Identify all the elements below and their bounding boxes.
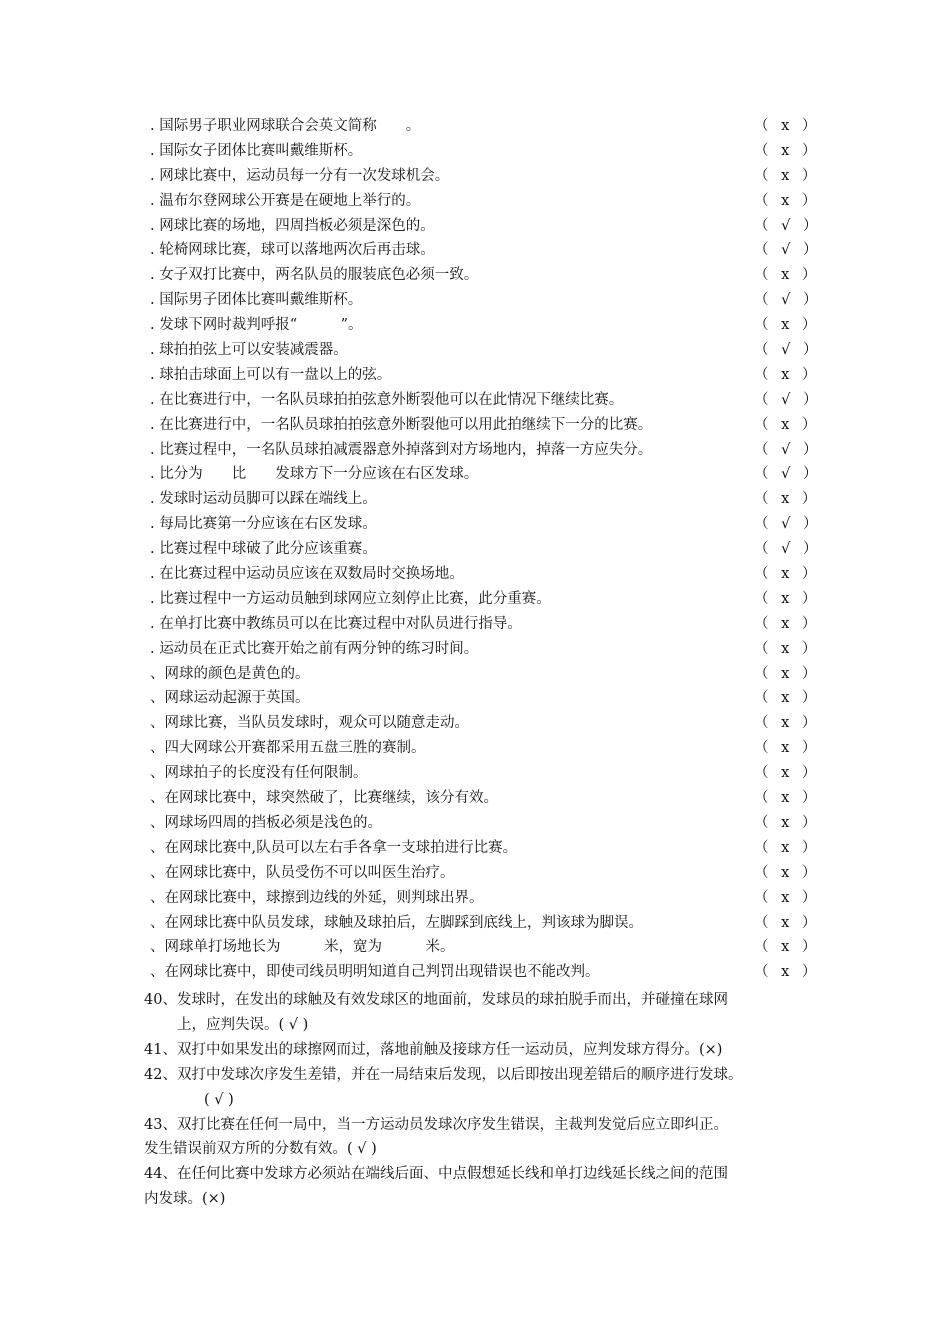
question-row-32 <box>0 886 950 911</box>
answer-mark: （ x ） <box>754 640 821 657</box>
answer-mark: （ √ ） <box>754 242 822 259</box>
question-row-6 <box>0 238 950 263</box>
answer-mark: （ x ） <box>754 914 821 931</box>
question-row-9 <box>0 313 950 338</box>
answer-mark: （ x ） <box>754 690 821 707</box>
question-text: 、网球拍子的长度没有任何限制。 <box>150 765 368 782</box>
question-42-line-2: ( √ ) <box>204 1091 234 1108</box>
answer-mark: （ √ ） <box>754 342 822 359</box>
answer-mark: （ x ） <box>754 317 821 334</box>
question-text: . 在单打比赛中教练员可以在比赛过程中对队员进行指导。 <box>150 615 522 632</box>
question-row-18 <box>0 537 950 562</box>
question-text: . 国际女子团体比赛叫戴维斯杯。 <box>150 142 363 159</box>
question-text: 、在网球比赛中,队员可以左右手各拿一支球拍进行比赛。 <box>150 839 518 856</box>
question-row-11 <box>0 363 950 388</box>
question-40-line-1: 40、发球时，在发出的球触及有效发球区的地面前，发球员的球拍脱手而出，并碰撞在球网 <box>144 992 728 1008</box>
answer-mark: （ x ） <box>754 142 821 159</box>
question-row-23 <box>0 662 950 687</box>
question-text: 、网球比赛，当队员发球时，观众可以随意走动。 <box>150 715 469 732</box>
question-row-29 <box>0 811 950 836</box>
answer-mark: （ √ ） <box>754 541 822 558</box>
answer-mark: （ x ） <box>754 740 821 757</box>
question-text: . 运动员在正式比赛开始之前有两分钟的练习时间。 <box>150 640 479 657</box>
answer-mark: （ √ ） <box>754 391 822 408</box>
question-text: 、四大网球公开赛都采用五盘三胜的赛制。 <box>150 740 426 757</box>
answer-mark: （ x ） <box>754 267 821 284</box>
question-row-27 <box>0 761 950 786</box>
question-row-26 <box>0 736 950 761</box>
question-text: . 国际男子团体比赛叫戴维斯杯。 <box>150 292 363 309</box>
answer-mark: （ x ） <box>754 167 821 184</box>
question-text: 、在网球比赛中，队员受伤不可以叫医生治疗。 <box>150 864 455 881</box>
answer-mark: （ x ） <box>754 964 821 981</box>
answer-mark: （ x ） <box>754 366 821 383</box>
answer-mark: （ x ） <box>754 665 821 682</box>
answer-mark: （ x ） <box>754 889 821 906</box>
question-44-line-2: 内发球。(×) <box>144 1191 226 1208</box>
answer-mark: （ x ） <box>754 790 821 807</box>
answer-mark: （ x ） <box>754 118 821 134</box>
question-text: . 温布尔登网球公开赛是在硬地上举行的。 <box>150 192 421 209</box>
question-row-17 <box>0 512 950 537</box>
question-row-12 <box>0 388 950 413</box>
question-text: . 发球时运动员脚可以踩在端线上。 <box>150 491 377 508</box>
question-row-14 <box>0 438 950 463</box>
answer-mark: （ x ） <box>754 416 821 433</box>
question-text: . 比赛过程中一方运动员触到球网应立刻停止比赛，此分重赛。 <box>150 590 551 607</box>
question-42-line-1: 42、双打中发球次序发生差错，并在一局结束后发现，以后即按出现差错后的顺序进行发球。 <box>144 1066 743 1083</box>
question-text: . 女子双打比赛中，两名队员的服装底色必须一致。 <box>150 267 479 284</box>
question-text: 、在网球比赛中，球突然破了，比赛继续，该分有效。 <box>150 790 498 807</box>
answer-mark: （ x ） <box>754 839 821 856</box>
question-row-35 <box>0 960 950 985</box>
question-43-line-2: 发生错误前双方所的分数有效。( √ ) <box>144 1141 377 1158</box>
answer-mark: （ √ ） <box>754 217 822 234</box>
answer-mark: （ x ） <box>754 491 821 508</box>
question-text: 、在网球比赛中，即使司线员明明知道自己判罚出现错误也不能改判。 <box>150 964 600 981</box>
question-text: . 比分为 比 发球方下一分应该在右区发球。 <box>150 466 479 483</box>
answer-mark: （ x ） <box>754 192 821 209</box>
answer-mark: （ x ） <box>754 715 821 732</box>
answer-mark: （ √ ） <box>754 466 822 483</box>
answer-mark: （ x ） <box>754 765 821 782</box>
question-text: . 网球比赛的场地，四周挡板必须是深色的。 <box>150 217 435 234</box>
question-row-21 <box>0 612 950 637</box>
question-text: . 在比赛过程中运动员应该在双数局时交换场地。 <box>150 566 464 583</box>
question-row-1 <box>0 114 950 139</box>
question-text: . 球拍击球面上可以有一盘以上的弦。 <box>150 366 392 383</box>
question-text: 、网球的颜色是黄色的。 <box>150 665 310 682</box>
question-row-28 <box>0 786 950 811</box>
question-44-line-1: 44、在任何比赛中发球方必须站在端线后面、中点假想延长线和单打边线延长线之间的范围 <box>144 1166 728 1183</box>
question-text: . 比赛过程中，一名队员球拍减震器意外掉落到对方场地内，掉落一方应失分。 <box>150 441 653 458</box>
question-row-25 <box>0 711 950 736</box>
answer-mark: （ √ ） <box>754 516 822 533</box>
question-text: . 轮椅网球比赛，球可以落地两次后再击球。 <box>150 242 435 259</box>
question-row-34 <box>0 935 950 960</box>
question-row-7 <box>0 263 950 288</box>
question-row-33 <box>0 911 950 936</box>
question-41: 41、双打中如果发出的球擦网而过，落地前触及接球方任一运动员，应判发球方得分。(×) <box>144 1041 723 1058</box>
question-row-5 <box>0 214 950 239</box>
question-text: . 发球下网时裁判呼报“ ”。 <box>150 317 363 334</box>
question-row-10 <box>0 338 950 363</box>
question-text: . 球拍拍弦上可以安装减震器。 <box>150 342 348 359</box>
true-false-question-list <box>0 114 950 985</box>
answer-mark: （ x ） <box>754 615 821 632</box>
answer-mark: （ √ ） <box>754 441 822 458</box>
question-row-30 <box>0 836 950 861</box>
numbered-question-block <box>144 988 810 1212</box>
question-text: 、网球场四周的挡板必须是浅色的。 <box>150 814 382 831</box>
question-row-2 <box>0 139 950 164</box>
answer-mark: （ x ） <box>754 566 821 583</box>
question-text: 、网球运动起源于英国。 <box>150 690 310 707</box>
question-text: . 在比赛进行中，一名队员球拍拍弦意外断裂他可以用此拍继续下一分的比赛。 <box>150 416 653 433</box>
answer-mark: （ √ ） <box>754 292 822 309</box>
question-text: 、在网球比赛中队员发球，球触及球拍后，左脚踩到底线上，判该球为脚误。 <box>150 914 643 931</box>
question-text: . 国际男子职业网球联合会英文简称 。 <box>150 118 421 134</box>
question-row-22 <box>0 637 950 662</box>
question-row-19 <box>0 562 950 587</box>
question-text: . 比赛过程中球破了此分应该重赛。 <box>150 541 377 558</box>
question-40-line-2: 上，应判失误。( √ ) <box>177 1016 309 1033</box>
question-row-3 <box>0 164 950 189</box>
answer-mark: （ x ） <box>754 590 821 607</box>
question-row-15 <box>0 462 950 487</box>
question-text: 、在网球比赛中，球擦到边线的外延，则判球出界。 <box>150 889 484 906</box>
question-row-8 <box>0 288 950 313</box>
question-row-4 <box>0 189 950 214</box>
question-row-20 <box>0 587 950 612</box>
question-row-24 <box>0 686 950 711</box>
question-text: 、网球单打场地长为 米，宽为 米。 <box>150 939 455 956</box>
question-43-line-1: 43、双打比赛在任何一局中，当一方运动员发球次序发生错误，主裁判发觉后应立即纠正。 <box>144 1116 728 1133</box>
answer-mark: （ x ） <box>754 864 821 881</box>
question-row-16 <box>0 487 950 512</box>
question-row-31 <box>0 861 950 886</box>
question-text: . 在比赛进行中，一名队员球拍拍弦意外断裂他可以在此情况下继续比赛。 <box>150 391 624 408</box>
question-row-13 <box>0 413 950 438</box>
answer-mark: （ x ） <box>754 814 821 831</box>
answer-mark: （ x ） <box>754 939 821 956</box>
question-text: . 每局比赛第一分应该在右区发球。 <box>150 516 377 533</box>
question-text: . 网球比赛中，运动员每一分有一次发球机会。 <box>150 167 450 184</box>
